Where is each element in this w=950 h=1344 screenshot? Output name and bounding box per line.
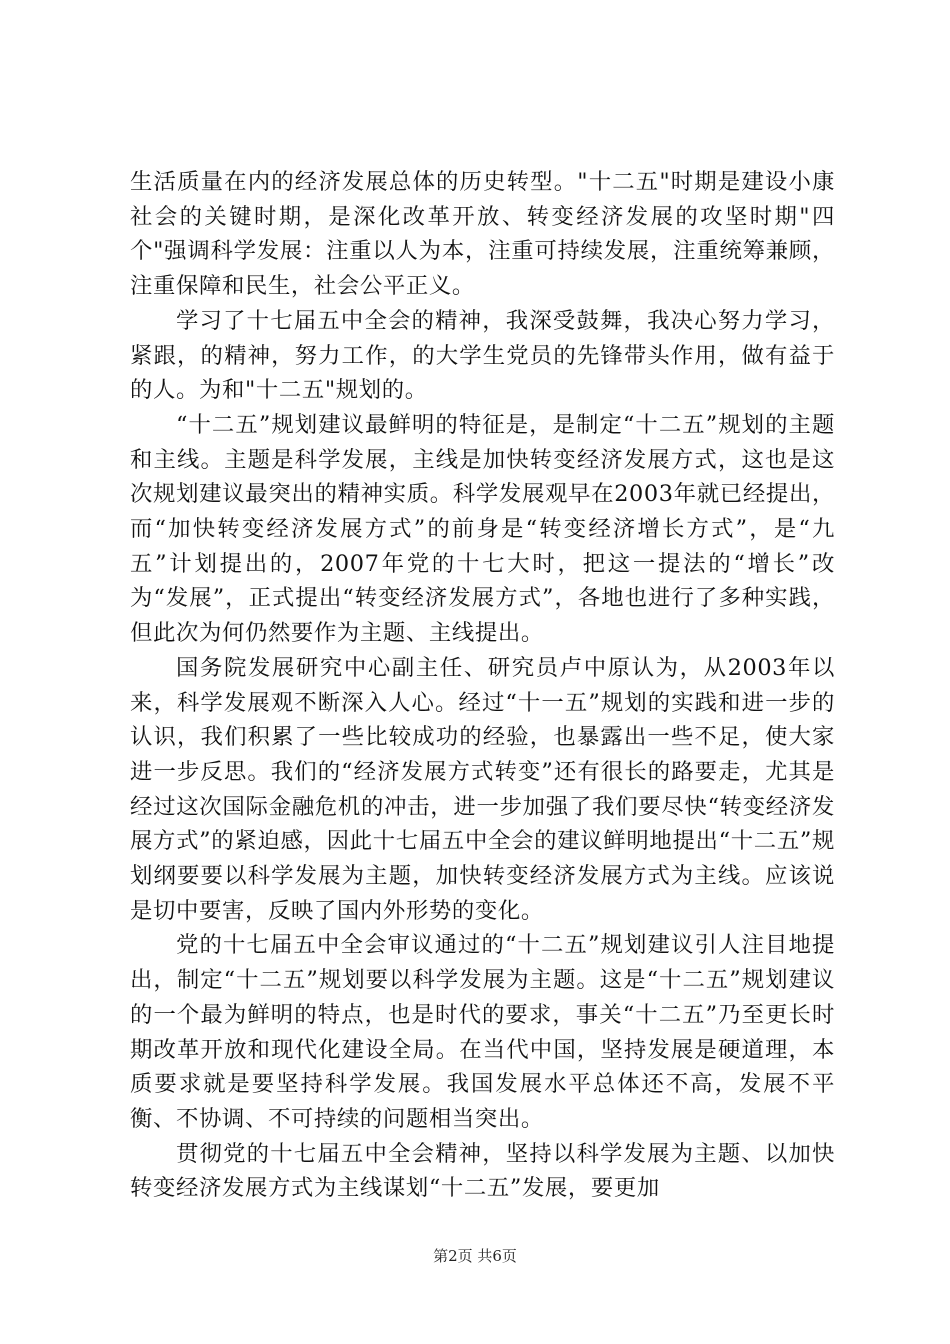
document-body (130, 165, 835, 1206)
paragraph-4: 国务院发展研究中心副主任、研究员卢中原认为，从2003年以来，科学发展观不断深入人心。经过“十一五”规划的实践和进一步的认识，我们积累了一些比较成功的经验，也暴露出一些不足，使大家进一步反思。我们的“经济发展方式转变”还有很长的路要走，尤其是经过这次国际金融危机的冲击，进一步加强了我们要尽快“转变经济发展方式”的紧迫感，因此十七届五中全会的建议鲜明地提出“十二五”规划纲要要以科学发展为主题，加快转变经济发展方式为主线。应该说是切中要害，反映了国内外形势的变化。 (130, 654, 835, 924)
paragraph-5: 党的十七届五中全会审议通过的“十二五”规划建议引人注目地提出，制定“十二五”规划要以科学发展为主题。这是“十二五”规划建议的一个最为鲜明的特点，也是时代的要求，事关“十二五”乃至更长时期改革开放和现代化建设全局。在当代中国，坚持发展是硬道理，本质要求就是要坚持科学发展。我国发展水平总体还不高，发展不平衡、不协调、不可持续的问题相当突出。 (130, 932, 835, 1132)
paragraph-2: 学习了十七届五中全会的精神，我深受鼓舞，我决心努力学习，紧跟，的精神，努力工作，的大学生党员的先锋带头作用，做有益于的人。为和"十二五"规划的。 (130, 307, 835, 404)
page-number-footer: 第2页 共6页 (433, 1247, 517, 1265)
paragraph-3: “十二五”规划建议最鲜明的特征是，是制定“十二五”规划的主题和主线。主题是科学发展，主线是加快转变经济发展方式，这也是这次规划建议最突出的精神实质。科学发展观早在2003年就已经提出，而“加快转变经济发展方式”的前身是“转变经济增长方式”，是“九五”计划提出的，2007年党的十七大时，把这一提法的“增长”改为“发展”，正式提出“转变经济发展方式”，各地也进行了多种实践，但此次为何仍然要作为主题、主线提出。 (130, 411, 835, 647)
paragraph-6: 贯彻党的十七届五中全会精神，坚持以科学发展为主题、以加快转变经济发展方式为主线谋划“十二五”发展，要更加 (130, 1140, 835, 1202)
paragraph-1: 生活质量在内的经济发展总体的历史转型。"十二五"时期是建设小康社会的关键时期，是深化改革开放、转变经济发展的攻坚时期"四个"强调科学发展：注重以人为本，注重可持续发展，注重统筹兼顾，注重保障和民生，社会公平正义。 (130, 169, 835, 300)
